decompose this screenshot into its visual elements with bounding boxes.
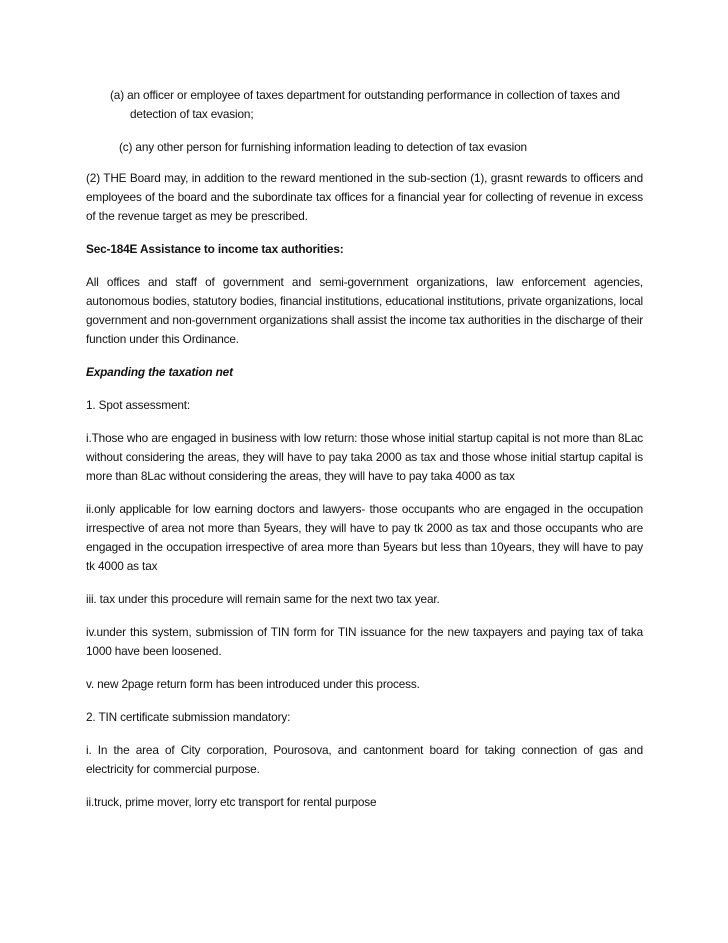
item-c: (c) any other person for furnishing information leading to detection of tax evasion [119, 140, 527, 154]
tin-item-ii: ii.truck, prime mover, lorry etc transport for rental purpose [86, 795, 377, 809]
tin-certificate-heading: 2. TIN certificate submission mandatory: [86, 710, 291, 724]
section-184e-heading: Sec-184E Assistance to income tax authorities: [86, 242, 344, 256]
item-a: (a) an officer or employee of taxes department for outstanding performance in collection of taxes and detection of tax evasion; [110, 88, 620, 121]
spot-item-i: i.Those who are engaged in business with low return: those whose initial startup capital is not more than 8Lac without considering the areas, they will have to pay taka 2000 as tax and those whose initial startup capital is more than 8Lac without considering the areas, they will have to pay taka 4000 as tax [86, 431, 643, 483]
expanding-taxation-heading: Expanding the taxation net [86, 365, 233, 379]
tin-item-i: i. In the area of City corporation, Pourosova, and cantonment board for taking connection of gas and electricity for commercial purpose. [86, 743, 643, 776]
spot-item-iii: iii. tax under this procedure will remain same for the next two tax year. [86, 592, 440, 606]
section-184e-body: All offices and staff of government and semi-government organizations, law enforcement agencies, autonomous bodies, statutory bodies, financial institutions, educational institutions, private organizations, local government and non-government organizations shall assist the income tax authorities in the discharge of their function under this Ordinance. [86, 275, 643, 346]
document-page [86, 86, 643, 826]
spot-assessment-heading: 1. Spot assessment: [86, 398, 191, 412]
paragraph-2: (2) THE Board may, in addition to the reward mentioned in the sub-section (1), grasnt rewards to officers and employees of the board and the subordinate tax offices for a financial year for collecting of revenue in excess of the revenue target as mey be prescribed. [86, 171, 643, 223]
spot-item-iv: iv.under this system, submission of TIN form for TIN issuance for the new taxpayers and paying tax of taka 1000 have been loosened. [86, 625, 643, 658]
spot-item-ii: ii.only applicable for low earning doctors and lawyers- those occupants who are engaged in the occupation irrespective of area not more than 5years, they will have to pay tk 2000 as tax and those occupants who are engaged in the occupation irrespective of area more than 5years but less than 10years, they will have to pay tk 4000 as tax [86, 502, 643, 573]
spot-item-v: v. new 2page return form has been introduced under this process. [86, 677, 420, 691]
